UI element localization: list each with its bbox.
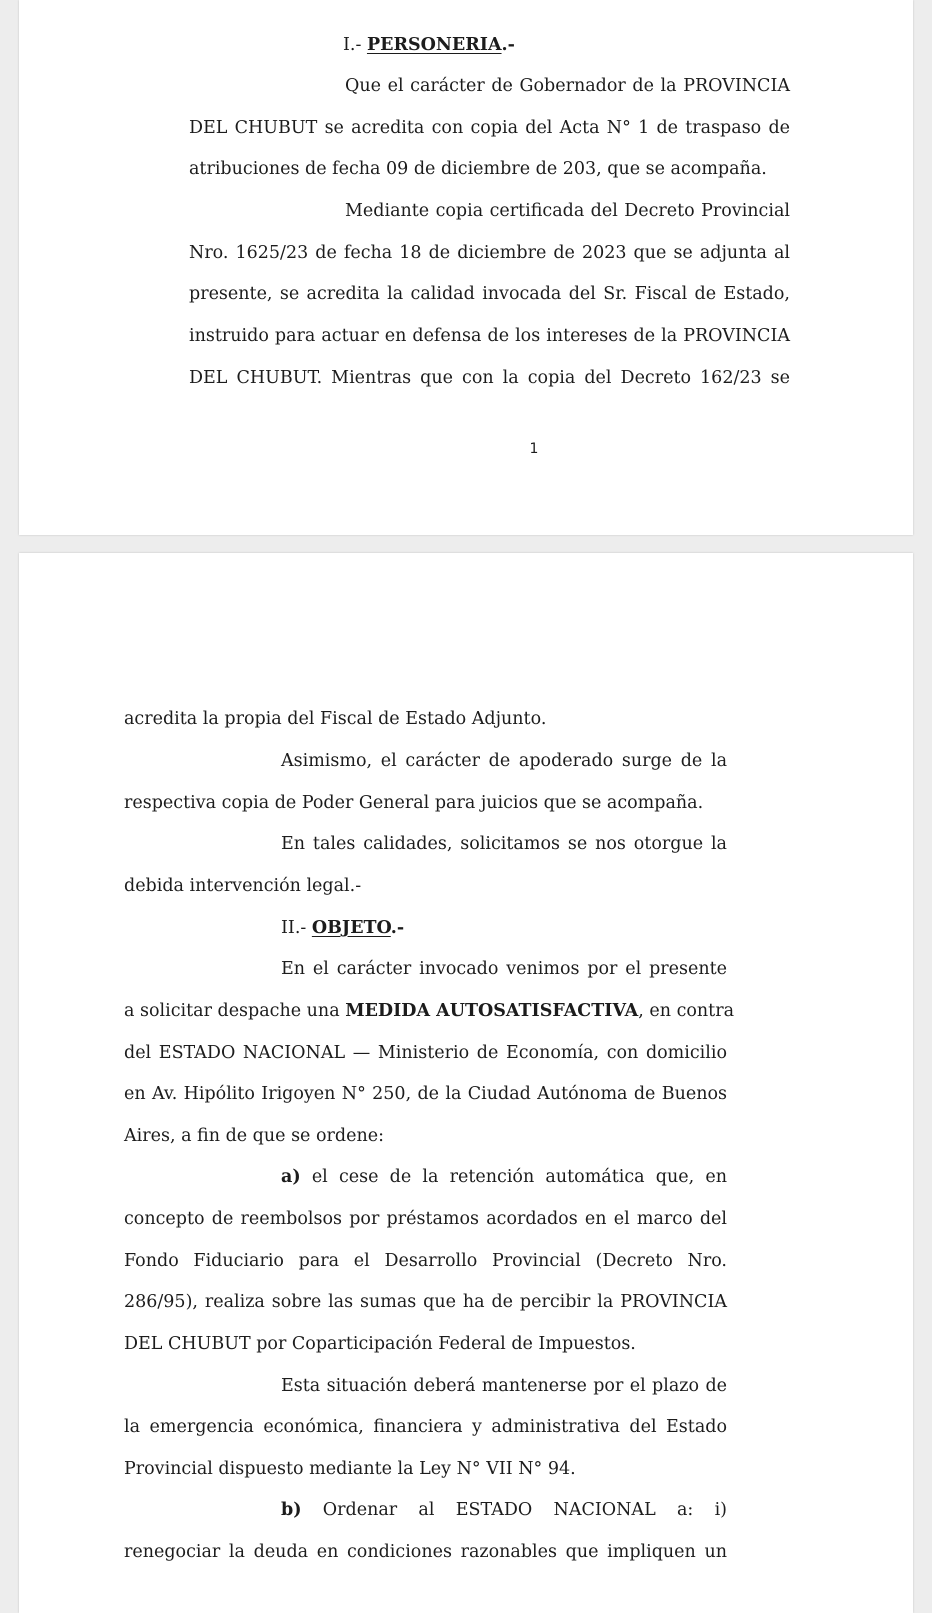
paragraph-line: concepto de reembolsos por préstamos acordados en el marco del xyxy=(124,1209,727,1229)
paragraph-line: renegociar la deuda en condiciones razonables que impliquen un xyxy=(124,1542,727,1562)
section-heading-objeto: II.- OBJETO.- xyxy=(281,918,405,938)
paragraph-line: atribuciones de fecha 09 de diciembre de 203, que se acompaña. xyxy=(189,159,767,179)
paragraph-line: Asimismo, el carácter de apoderado surge de la xyxy=(281,751,727,771)
list-item-a: a) el cese de la retención automática que, en xyxy=(281,1167,727,1187)
document-page-2 xyxy=(19,553,913,1613)
paragraph-line: presente, se acredita la calidad invocada del Sr. Fiscal de Estado, xyxy=(189,284,790,304)
paragraph-line: Nro. 1625/23 de fecha 18 de diciembre de 2023 que se adjunta al xyxy=(189,243,790,263)
paragraph-line: DEL CHUBUT se acredita con copia del Acta N° 1 de traspaso de xyxy=(189,118,790,138)
paragraph-line: en Av. Hipólito Irigoyen N° 250, de la Ciudad Autónoma de Buenos xyxy=(124,1084,727,1104)
paragraph-line: debida intervención legal.- xyxy=(124,876,362,896)
paragraph-line: Provincial dispuesto mediante la Ley N° VII N° 94. xyxy=(124,1459,576,1479)
paragraph-line: Esta situación deberá mantenerse por el plazo de xyxy=(281,1376,727,1396)
paragraph-line: DEL CHUBUT por Coparticipación Federal de Impuestos. xyxy=(124,1334,636,1354)
paragraph-line: Aires, a fin de que se ordene: xyxy=(124,1126,384,1146)
paragraph-line: En tales calidades, solicitamos se nos otorgue la xyxy=(281,834,727,854)
page-number: 1 xyxy=(529,441,539,457)
paragraph-line: respectiva copia de Poder General para juicios que se acompaña. xyxy=(124,793,704,813)
document-page-1 xyxy=(19,0,913,535)
paragraph-line: Que el carácter de Gobernador de la PROVINCIA xyxy=(345,76,790,96)
paragraph-line: acredita la propia del Fiscal de Estado Adjunto. xyxy=(124,709,547,729)
list-item-b: b) Ordenar al ESTADO NACIONAL a: i) xyxy=(281,1500,727,1520)
paragraph-line: Fondo Fiduciario para el Desarrollo Provincial (Decreto Nro. xyxy=(124,1251,727,1271)
paragraph-line: instruido para actuar en defensa de los intereses de la PROVINCIA xyxy=(189,326,790,346)
paragraph-line: la emergencia económica, financiera y administrativa del Estado xyxy=(124,1417,727,1437)
paragraph-line: del ESTADO NACIONAL — Ministerio de Economía, con domicilio xyxy=(124,1043,727,1063)
paragraph-line: En el carácter invocado venimos por el presente xyxy=(281,959,727,979)
paragraph-line: 286/95), realiza sobre las sumas que ha de percibir la PROVINCIA xyxy=(124,1292,727,1312)
paragraph-line: Mediante copia certificada del Decreto Provincial xyxy=(345,201,790,221)
paragraph-line: DEL CHUBUT. Mientras que con la copia del Decreto 162/23 se xyxy=(189,368,790,388)
section-heading-personeria: I.- PERSONERIA.- xyxy=(343,35,515,55)
paragraph-line-medida: a solicitar despache una MEDIDA AUTOSATISFACTIVA, en contra xyxy=(124,1001,735,1021)
